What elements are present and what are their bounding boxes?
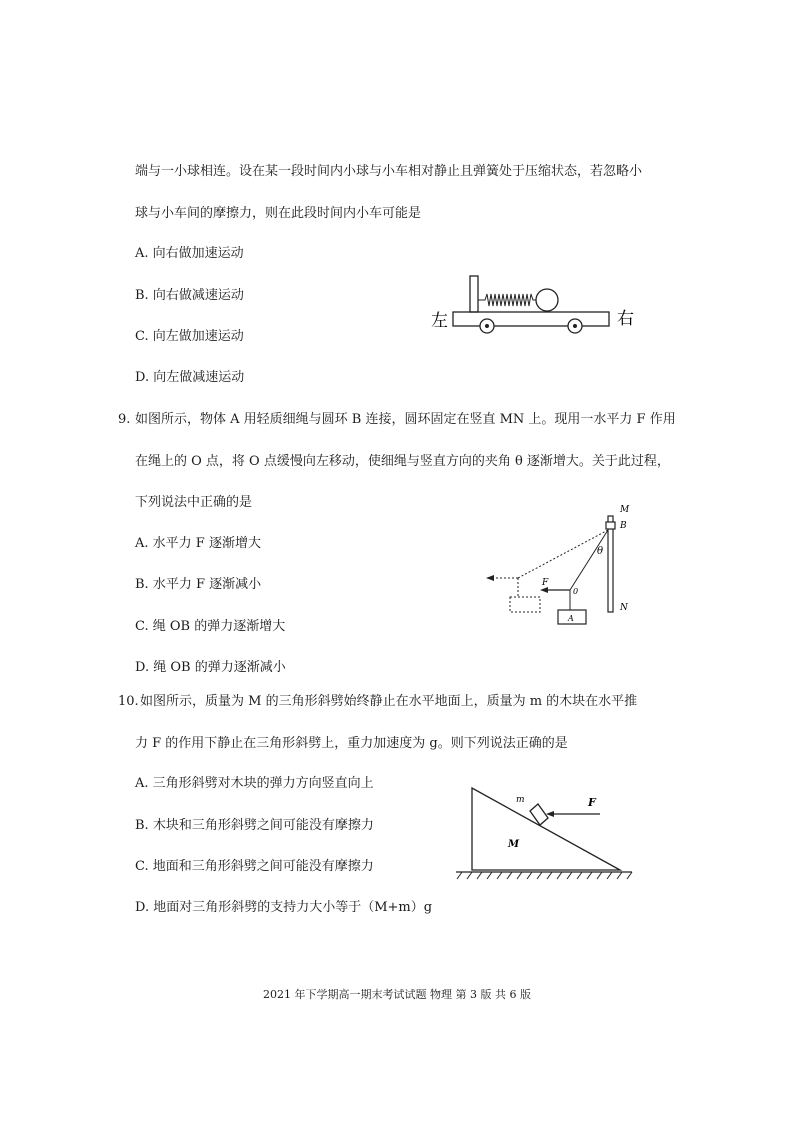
q10-text-line-2: 力 F 的作用下静止在三角形斜劈上，重力加速度为 g。则下列说法正确的是 <box>135 736 568 751</box>
label-o: 0 <box>573 587 579 596</box>
q8-text-line-2: 球与小车间的摩擦力，则在此段时间内小车可能是 <box>135 206 422 221</box>
dashed-force-arrow <box>486 575 494 581</box>
q10-text-line-1: 如图所示，质量为 M 的三角形斜劈始终静止在水平地面上，质量为 m 的木块在水平推 <box>140 694 638 709</box>
dashed-rope-ob <box>518 530 608 578</box>
q9-option-c: C. 绳 OB 的弹力逐渐增大 <box>135 619 286 634</box>
q10-option-a: A. 三角形斜劈对木块的弹力方向竖直向上 <box>135 776 374 791</box>
label-n: N <box>620 603 628 613</box>
q10-option-b: B. 木块和三角形斜劈之间可能没有摩擦力 <box>135 818 374 833</box>
rope-ob <box>570 530 608 590</box>
label-f: F <box>588 796 596 809</box>
q9-number: 9. <box>118 412 131 427</box>
q9-rope-figure <box>480 500 640 630</box>
q9-text-line-1: 如图所示，物体 A 用轻质细绳与圆环 B 连接，圆环固定在竖直 MN 上。现用一水平力 F 作用 <box>135 412 676 427</box>
spring <box>478 294 536 306</box>
label-b: B <box>620 521 627 531</box>
page-footer: 2021 年下学期高一期末考试试题 物理 第 3 版 共 6 版 <box>263 988 531 1001</box>
vertical-rod-mn <box>608 516 613 612</box>
label-f: F <box>542 578 549 588</box>
q8-option-d: D. 向左做减速运动 <box>135 370 245 385</box>
label-big-m: M <box>508 839 520 850</box>
q9-text-line-2: 在绳上的 O 点，将 O 点缓慢向左移动，使细绳与竖直方向的夹角 θ 逐渐增大。关于此过程， <box>135 454 670 469</box>
q9-option-b: B. 水平力 F 逐渐减小 <box>135 577 262 592</box>
q8-cart-figure <box>425 268 650 343</box>
q8-option-c: C. 向左做加速运动 <box>135 329 244 344</box>
cart-wall <box>470 276 478 312</box>
q8-option-b: B. 向右做减速运动 <box>135 288 244 303</box>
label-m: M <box>620 505 630 515</box>
ground-hatching <box>457 872 632 879</box>
label-theta: θ <box>597 546 604 557</box>
label-a: A <box>568 614 574 623</box>
q8-right-label: 右 <box>617 309 634 329</box>
wedge-m <box>472 788 620 870</box>
q9-option-d: D. 绳 OB 的弹力逐渐减小 <box>135 660 286 675</box>
q10-option-d: D. 地面对三角形斜劈的支持力大小等于（M+m）g <box>135 900 433 915</box>
q8-option-a: A. 向右做加速运动 <box>135 246 244 261</box>
q8-text-line-1: 端与一小球相连。设在某一段时间内小球与小车相对静止且弹簧处于压缩状态，若忽略小 <box>135 164 643 179</box>
q9-option-a: A. 水平力 F 逐渐增大 <box>135 536 261 551</box>
q8-left-label: 左 <box>431 311 448 331</box>
dashed-block <box>510 597 540 612</box>
q10-incline-figure <box>450 780 640 885</box>
q10-number: 10. <box>118 694 139 709</box>
ring-b <box>606 522 615 529</box>
cart-body <box>453 312 609 326</box>
q10-option-c: C. 地面和三角形斜劈之间可能没有摩擦力 <box>135 859 374 874</box>
label-small-m: m <box>516 795 525 805</box>
ball <box>536 289 558 311</box>
q9-text-line-3: 下列说法中正确的是 <box>135 495 253 510</box>
